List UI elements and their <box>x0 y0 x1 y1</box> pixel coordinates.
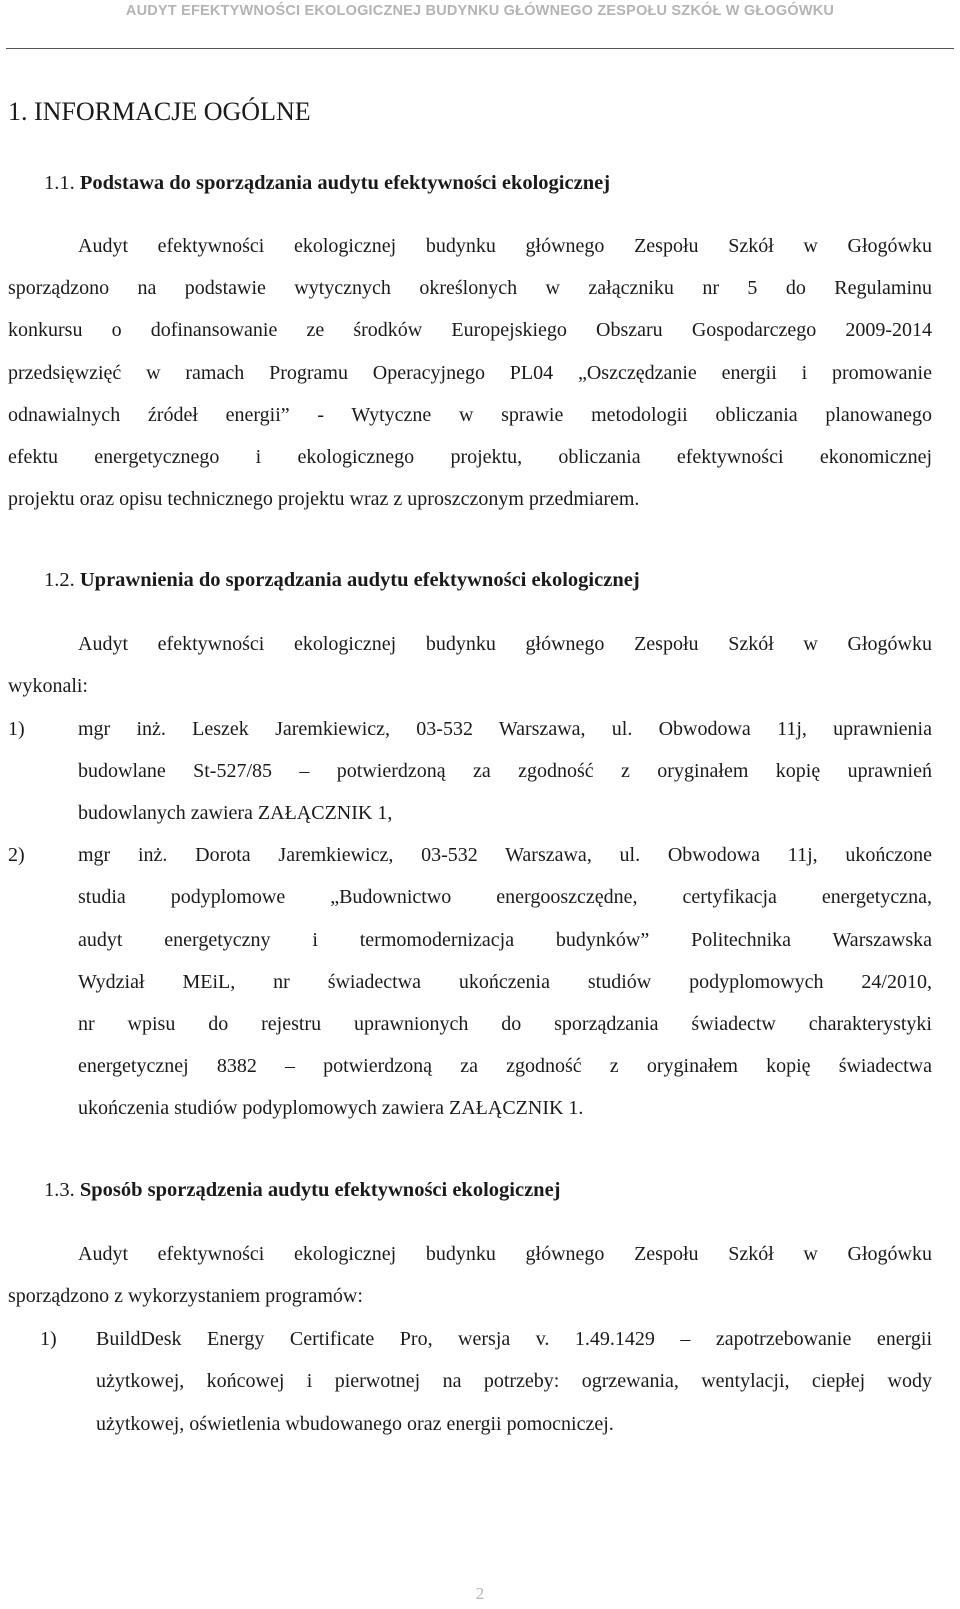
paragraph-line: sporządzono z wykorzystaniem programów: <box>8 1285 363 1307</box>
running-header: AUDYT EFEKTYWNOŚCI EKOLOGICZNEJ BUDYNKU GŁÓWNEGO ZESPOŁU SZKÓŁ W GŁOGÓWKU <box>125 3 835 19</box>
list-item-line: mgr inż. Leszek Jaremkiewicz, 03-532 Warszawa, ul. Obwodowa 11j, uprawnienia <box>78 718 932 740</box>
subsection-heading-1-2 <box>44 567 640 593</box>
list-item-number: 2) <box>8 844 25 866</box>
paragraph-line: efektu energetycznego i ekologicznego projektu, obliczania efektywności ekonomicznej <box>8 446 932 468</box>
list-item-line: ukończenia studiów podyplomowych zawiera ZAŁĄCZNIK 1. <box>78 1097 584 1119</box>
section-heading: 1. INFORMACJE OGÓLNE <box>8 97 311 126</box>
subsection-number: 1.2. <box>44 569 75 591</box>
paragraph-line: wykonali: <box>8 675 88 697</box>
list-item-line: studia podyplomowe „Budownictwo energooszczędne, certyfikacja energetyczna, <box>78 886 932 908</box>
paragraph-line: konkursu o dofinansowanie ze środków Europejskiego Obszaru Gospodarczego 2009-2014 <box>8 319 932 341</box>
list-item-line: mgr inż. Dorota Jaremkiewicz, 03-532 Warszawa, ul. Obwodowa 11j, ukończone <box>78 844 932 866</box>
subsection-heading-1-3 <box>44 1177 561 1203</box>
list-item-line: budowlane St-527/85 – potwierdzoną za zgodność z oryginałem kopię uprawnień <box>78 760 932 782</box>
list-item-number: 1) <box>40 1328 57 1350</box>
list-item-line: energetycznej 8382 – potwierdzoną za zgodność z oryginałem kopię świadectwa <box>78 1055 932 1077</box>
subsection-title: Podstawa do sporządzania audytu efektywności ekologicznej <box>79 172 611 194</box>
list-item-line: użytkowej, końcowej i pierwotnej na potrzeby: ogrzewania, wentylacji, ciepłej wody <box>96 1370 932 1392</box>
paragraph-line: Audyt efektywności ekologicznej budynku głównego Zespołu Szkół w Głogówku <box>78 633 932 655</box>
page-number: 2 <box>475 1584 485 1603</box>
list-item-line: użytkowej, oświetlenia wbudowanego oraz energii pomocniczej. <box>96 1413 614 1435</box>
paragraph-line: projektu oraz opisu technicznego projektu wraz z uproszczonym przedmiarem. <box>8 488 640 510</box>
list-item-line: Wydział MEiL, nr świadectwa ukończenia studiów podyplomowych 24/2010, <box>78 971 932 993</box>
subsection-heading-1-1 <box>44 170 610 196</box>
header-divider <box>6 48 954 49</box>
paragraph-line: Audyt efektywności ekologicznej budynku głównego Zespołu Szkół w Głogówku <box>78 1243 932 1265</box>
paragraph-line: odnawialnych źródeł energii” - Wytyczne w sprawie metodologii obliczania planowanego <box>8 404 932 426</box>
list-item-number: 1) <box>8 718 25 740</box>
paragraph-line: przedsięwzięć w ramach Programu Operacyjnego PL04 „Oszczędzanie energii i promowanie <box>8 362 932 384</box>
list-item-line: nr wpisu do rejestru uprawnionych do sporządzania świadectw charakterystyki <box>78 1013 932 1035</box>
subsection-title: Sposób sporządzenia audytu efektywności ekologicznej <box>79 1179 561 1201</box>
paragraph-line: sporządzono na podstawie wytycznych określonych w załączniku nr 5 do Regulaminu <box>8 277 932 299</box>
paragraph-line: Audyt efektywności ekologicznej budynku głównego Zespołu Szkół w Głogówku <box>78 235 932 257</box>
list-item-line: audyt energetyczny i termomodernizacja budynków” Politechnika Warszawska <box>78 929 932 951</box>
subsection-number: 1.3. <box>44 1179 75 1201</box>
list-item-line: budowlanych zawiera ZAŁĄCZNIK 1, <box>78 802 393 824</box>
subsection-title: Uprawnienia do sporządzania audytu efektywności ekologicznej <box>79 569 640 591</box>
subsection-number: 1.1. <box>44 172 75 194</box>
list-item-line: BuildDesk Energy Certificate Pro, wersja v. 1.49.1429 – zapotrzebowanie energii <box>96 1328 932 1350</box>
